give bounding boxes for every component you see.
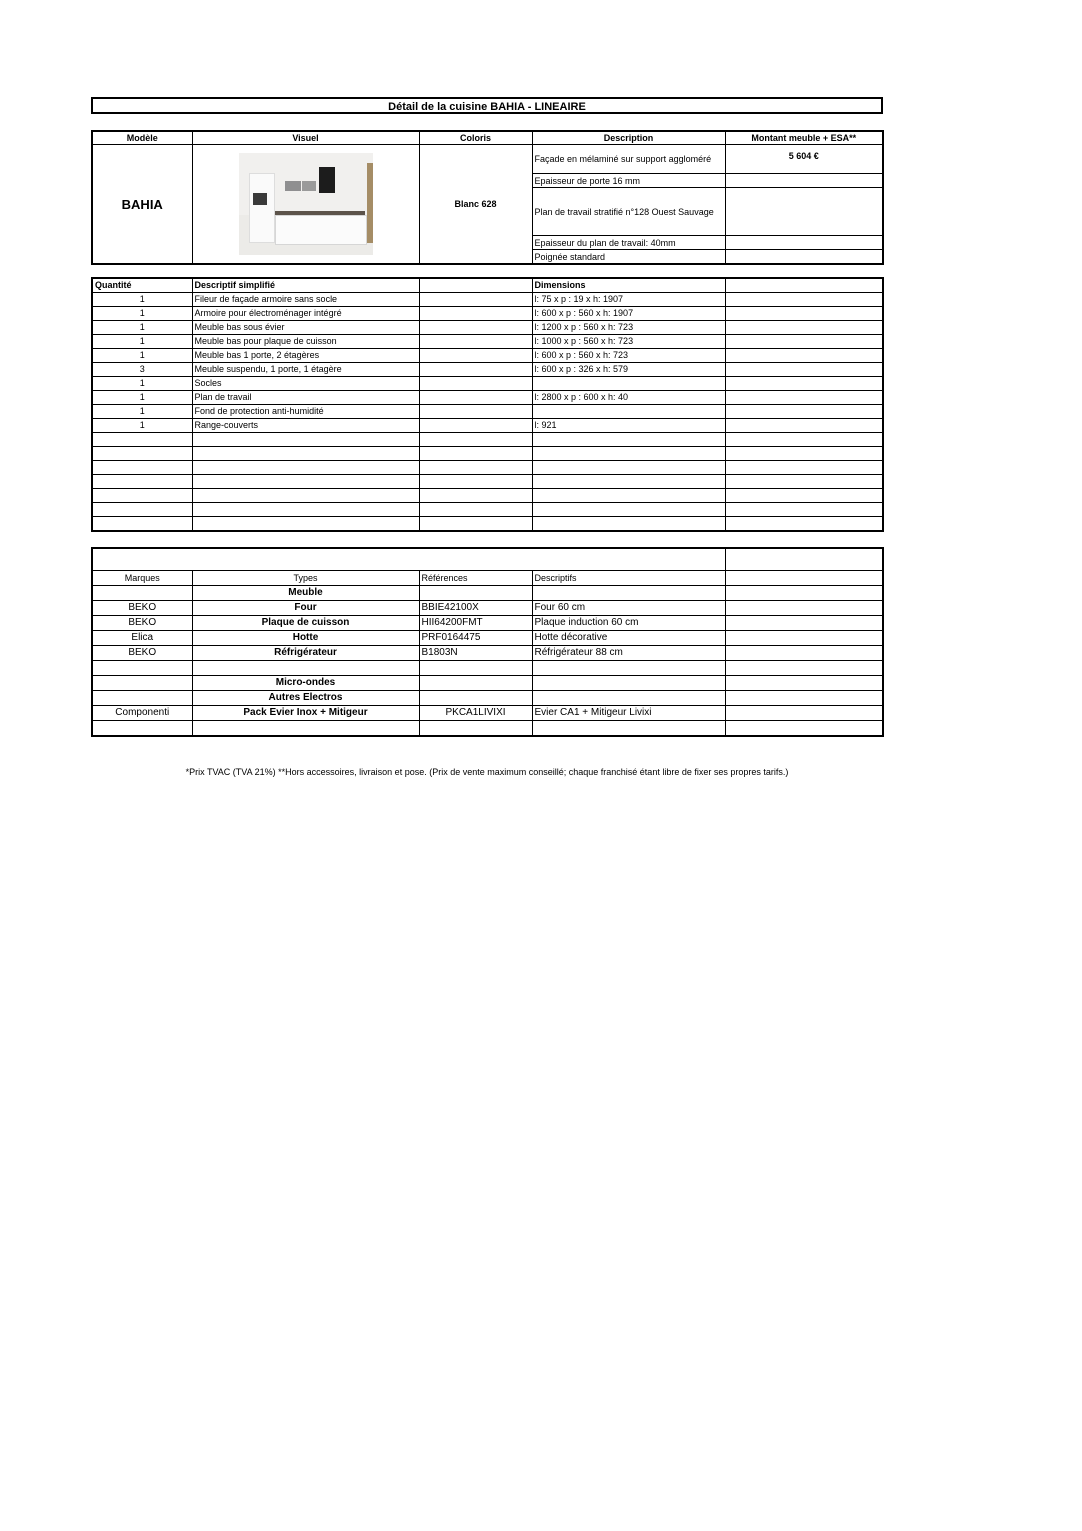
item-row (92, 293, 883, 307)
item-row (92, 503, 883, 517)
item-desc: Armoire pour électroménager intégré (192, 307, 419, 321)
item-qty: 1 (92, 419, 192, 433)
appliance-desc (532, 691, 725, 706)
appliance-row (92, 721, 883, 737)
appliance-row (92, 631, 883, 646)
appliance-ref (419, 586, 532, 601)
appliance-desc: Evier CA1 + Mitigeur Livixi (532, 706, 725, 721)
item-desc: Meuble suspendu, 1 porte, 1 étagère (192, 363, 419, 377)
header-modele: Modèle (92, 131, 192, 145)
appliance-type: Réfrigérateur (192, 646, 419, 661)
item-qty (92, 503, 192, 517)
header-visuel: Visuel (192, 131, 419, 145)
header-dimensions: Dimensions (532, 278, 725, 293)
item-dim: l: 600 x p : 560 x h: 723 (532, 349, 725, 363)
appliance-desc (532, 676, 725, 691)
appliance-type: Pack Evier Inox + Mitigeur (192, 706, 419, 721)
appliance-brand: BEKO (92, 601, 192, 616)
kitchen-photo (239, 153, 373, 255)
item-dim: l: 921 (532, 419, 725, 433)
appliance-row (92, 661, 883, 676)
item-row (92, 377, 883, 391)
item-desc: Socles (192, 377, 419, 391)
appliance-brand (92, 691, 192, 706)
item-dim (532, 461, 725, 475)
appliance-brand: Elica (92, 631, 192, 646)
item-dim (532, 475, 725, 489)
appliance-row (92, 691, 883, 706)
item-dim: l: 600 x p : 326 x h: 579 (532, 363, 725, 377)
appliance-brand: BEKO (92, 646, 192, 661)
item-dim (532, 377, 725, 391)
appliance-row (92, 676, 883, 691)
item-desc: Meuble bas 1 porte, 2 étagères (192, 349, 419, 363)
item-desc (192, 503, 419, 517)
appliance-desc: Plaque induction 60 cm (532, 616, 725, 631)
item-qty (92, 475, 192, 489)
item-dim: l: 75 x p : 19 x h: 1907 (532, 293, 725, 307)
model-name: BAHIA (92, 145, 192, 265)
appliance-desc: Réfrigérateur 88 cm (532, 646, 725, 661)
item-row (92, 447, 883, 461)
item-row (92, 363, 883, 377)
item-desc (192, 433, 419, 447)
appliance-row (92, 646, 883, 661)
item-desc (192, 489, 419, 503)
appliance-ref: PRF0164475 (419, 631, 532, 646)
item-desc (192, 517, 419, 532)
appliance-desc (532, 586, 725, 601)
items-table (91, 277, 884, 532)
header-descriptifs: Descriptifs (532, 571, 725, 586)
appliance-ref (419, 691, 532, 706)
item-row (92, 517, 883, 532)
item-row (92, 489, 883, 503)
item-qty (92, 433, 192, 447)
appliance-ref (419, 661, 532, 676)
appliance-type: Hotte (192, 631, 419, 646)
item-row (92, 461, 883, 475)
item-dim (532, 489, 725, 503)
appliance-brand (92, 661, 192, 676)
appliance-desc (532, 661, 725, 676)
item-qty: 1 (92, 391, 192, 405)
appliance-brand: Componenti (92, 706, 192, 721)
item-qty: 1 (92, 377, 192, 391)
appliance-desc: Hotte décorative (532, 631, 725, 646)
appliance-type: Meuble (192, 586, 419, 601)
color-value: Blanc 628 (419, 145, 532, 265)
item-desc (192, 461, 419, 475)
appliances-table (91, 547, 884, 737)
appliance-ref: HII64200FMT (419, 616, 532, 631)
description-line: Façade en mélaminé sur support aggloméré (532, 145, 725, 174)
footnote: *Prix TVAC (TVA 21%) **Hors accessoires, livraison et pose. (Prix de vente maximum conseillé; chaque franchisé étant libre de fixer ses propres tarifs.) (185, 767, 789, 777)
appliance-type: Plaque de cuisson (192, 616, 419, 631)
appliance-type: Autres Electros (192, 691, 419, 706)
description-line: Plan de travail stratifié n°128 Ouest Sauvage (532, 188, 725, 236)
item-dim: l: 2800 x p : 600 x h: 40 (532, 391, 725, 405)
item-desc: Fond de protection anti-humidité (192, 405, 419, 419)
item-dim: l: 600 x p : 560 x h: 1907 (532, 307, 725, 321)
item-dim (532, 405, 725, 419)
appliance-ref: BBIE42100X (419, 601, 532, 616)
item-dim (532, 447, 725, 461)
appliance-brand (92, 586, 192, 601)
header-references: Références (419, 571, 532, 586)
appliance-brand (92, 676, 192, 691)
model-table (91, 130, 884, 265)
item-qty (92, 489, 192, 503)
item-qty (92, 447, 192, 461)
header-description: Description (532, 131, 725, 145)
appliance-type (192, 661, 419, 676)
appliance-row (92, 586, 883, 601)
visual-cell (192, 145, 419, 265)
appliance-brand (92, 721, 192, 737)
appliance-row (92, 706, 883, 721)
item-row (92, 321, 883, 335)
appliance-type: Micro-ondes (192, 676, 419, 691)
item-row (92, 335, 883, 349)
description-line: Poignée standard (532, 250, 725, 265)
item-row (92, 475, 883, 489)
item-row (92, 419, 883, 433)
item-desc: Range-couverts (192, 419, 419, 433)
item-dim (532, 433, 725, 447)
item-row (92, 349, 883, 363)
item-qty: 1 (92, 307, 192, 321)
item-qty: 1 (92, 335, 192, 349)
description-line: Epaisseur du plan de travail: 40mm (532, 236, 725, 250)
item-desc: Fileur de façade armoire sans socle (192, 293, 419, 307)
description-line: Epaisseur de porte 16 mm (532, 174, 725, 188)
appliance-row (92, 616, 883, 631)
item-dim (532, 503, 725, 517)
item-desc (192, 447, 419, 461)
appliance-ref (419, 721, 532, 737)
appliance-brand: BEKO (92, 616, 192, 631)
header-montant: Montant meuble + ESA** (725, 131, 883, 145)
item-row (92, 405, 883, 419)
item-dim: l: 1000 x p : 560 x h: 723 (532, 335, 725, 349)
price-value: 5 604 € (725, 145, 883, 174)
item-dim: l: 1200 x p : 560 x h: 723 (532, 321, 725, 335)
item-qty: 3 (92, 363, 192, 377)
appliance-desc: Four 60 cm (532, 601, 725, 616)
appliance-ref: B1803N (419, 646, 532, 661)
item-row (92, 433, 883, 447)
appliance-ref (419, 676, 532, 691)
header-coloris: Coloris (419, 131, 532, 145)
header-types: Types (192, 571, 419, 586)
item-qty (92, 461, 192, 475)
item-qty: 1 (92, 349, 192, 363)
item-desc (192, 475, 419, 489)
appliance-desc (532, 721, 725, 737)
item-qty (92, 517, 192, 532)
item-dim (532, 517, 725, 532)
item-row (92, 307, 883, 321)
appliance-type: Four (192, 601, 419, 616)
item-row (92, 391, 883, 405)
appliance-ref: PKCA1LIVIXI (419, 706, 532, 721)
document-title: Détail de la cuisine BAHIA - LINEAIRE (91, 97, 883, 114)
item-qty: 1 (92, 321, 192, 335)
item-qty: 1 (92, 293, 192, 307)
item-desc: Meuble bas pour plaque de cuisson (192, 335, 419, 349)
header-descriptif: Descriptif simplifié (192, 278, 419, 293)
item-desc: Plan de travail (192, 391, 419, 405)
item-desc: Meuble bas sous évier (192, 321, 419, 335)
appliance-row (92, 601, 883, 616)
appliance-type (192, 721, 419, 737)
item-qty: 1 (92, 405, 192, 419)
header-marques: Marques (92, 571, 192, 586)
header-quantite: Quantité (92, 278, 192, 293)
